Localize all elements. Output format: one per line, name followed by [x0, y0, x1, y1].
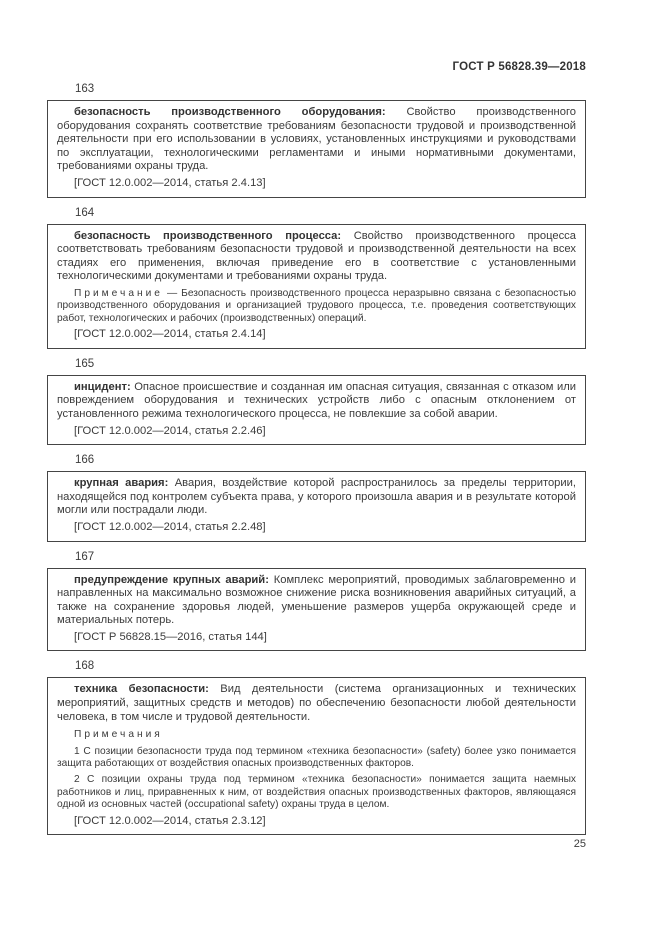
entry-number: 166 [75, 454, 95, 467]
term-definition [57, 574, 576, 628]
note-paragraph: 1 С позиции безопасности труда под термином «техника безопасности» (safety) более узко понимается защита работающих от воздействия опасных производственных факторов. [57, 745, 576, 770]
entry-box [47, 471, 586, 541]
term-entry [47, 551, 586, 652]
term-definition [57, 477, 576, 518]
term-definition [57, 381, 576, 422]
term-entry [47, 660, 586, 835]
definition-text: Свойство производственного процесса соответствовать требованиям безопасности трудовой и производственной деятельности на всех стадиях его применения, включая приведение его в соответствие с установленными технологическими документами и требованиями охраны труда. [57, 229, 576, 283]
term-entry [47, 358, 586, 445]
term-definition [57, 683, 576, 724]
source-reference: [ГОСТ 12.0.002—2014, статья 2.3.12] [74, 814, 266, 827]
entry-box [47, 677, 586, 835]
term-label: безопасность производственного оборудования: [74, 106, 386, 118]
note-paragraph: Примечание — Безопасность производственного процесса неразрывно связана с безопасностью производственного оборудования и организацией трудового процесса, т.е. проведения соответствующих работ, технологических и рабочих (производственных) операций. [57, 287, 576, 324]
entry-box [47, 100, 586, 198]
term-label: предупреждение крупных аварий: [74, 573, 269, 586]
definition-text: Комплекс мероприятий, проводимых заблаговременно и направленных на максимально возможное снижение риска возникновения аварийных ситуаций, а также на сохранение здоровья людей, уменьшение размеров ущерба окружающей среде и материальных потерь. [57, 573, 576, 627]
entry-box [47, 568, 586, 652]
source-reference: [ГОСТ 12.0.002—2014, статья 2.4.14] [74, 328, 266, 341]
note-paragraph: 2 С позиции охраны труда под термином «техника безопасности» понимается защита наемных работников и лиц, приравненных к ним, от воздействия опасных производственных факторов, являющаяся одной из основных частей (occupational safety) охраны труда в целом. [57, 774, 576, 811]
term-entry [47, 207, 586, 349]
term-definition [57, 230, 576, 284]
definition-text: Авария, воздействие которой распространилось за пределы территории, находящейся под контролем субъекта права, у которого произошла авария и в результате которой могли или пострадали люди. [57, 477, 576, 517]
entry-number: 165 [75, 357, 95, 370]
source-reference: [ГОСТ 12.0.002—2014, статья 2.2.46] [74, 424, 266, 437]
entry-number: 163 [75, 83, 95, 95]
definition-text: Опасное происшествие и созданная им опасная ситуация, связанная с отказом или повреждением оборудования и технических устройств либо с опасным отклонением от установленного режима технологического процесса, не повлекшие за собой аварии. [57, 380, 576, 420]
term-entry [47, 83, 586, 198]
doc-number: ГОСТ Р 56828.39—2018 [452, 61, 586, 73]
entries-container [47, 83, 586, 835]
entry-number: 168 [75, 660, 95, 673]
entry-box [47, 224, 586, 349]
notes-heading: Примечания [74, 729, 163, 741]
source-reference: [ГОСТ 12.0.002—2014, статья 2.4.13] [74, 176, 266, 189]
note-label: Примечание [74, 287, 163, 299]
source-reference: [ГОСТ Р 56828.15—2016, статья 144] [74, 630, 267, 643]
term-label: крупная авария: [74, 477, 169, 490]
term-entry [47, 454, 586, 541]
definition-text: Свойство производственного оборудования сохранять соответствие требованиям безопасности трудовой и производственной деятельности при его использовании в условиях, установленных инструкциями и руководствами по эксплуатации, технологическими регламентами и иными нормативными документами, требованиями охраны труда. [57, 106, 576, 173]
entry-number: 164 [75, 206, 95, 219]
entry-box [47, 375, 586, 445]
definition-text: Вид деятельности (система организационных и технических мероприятий, защитных средств и методов) по обеспечению безопасности любой деятельности человека, в том числе и трудовой деятельности. [57, 683, 577, 723]
entry-number: 167 [75, 550, 95, 563]
term-label: безопасность производственного процесса: [74, 229, 342, 242]
source-reference: [ГОСТ 12.0.002—2014, статья 2.2.48] [74, 520, 266, 533]
term-label: техника безопасности: [74, 683, 209, 696]
term-definition [57, 106, 576, 174]
term-label: инцидент: [74, 380, 131, 393]
page-number: 25 [573, 838, 586, 850]
